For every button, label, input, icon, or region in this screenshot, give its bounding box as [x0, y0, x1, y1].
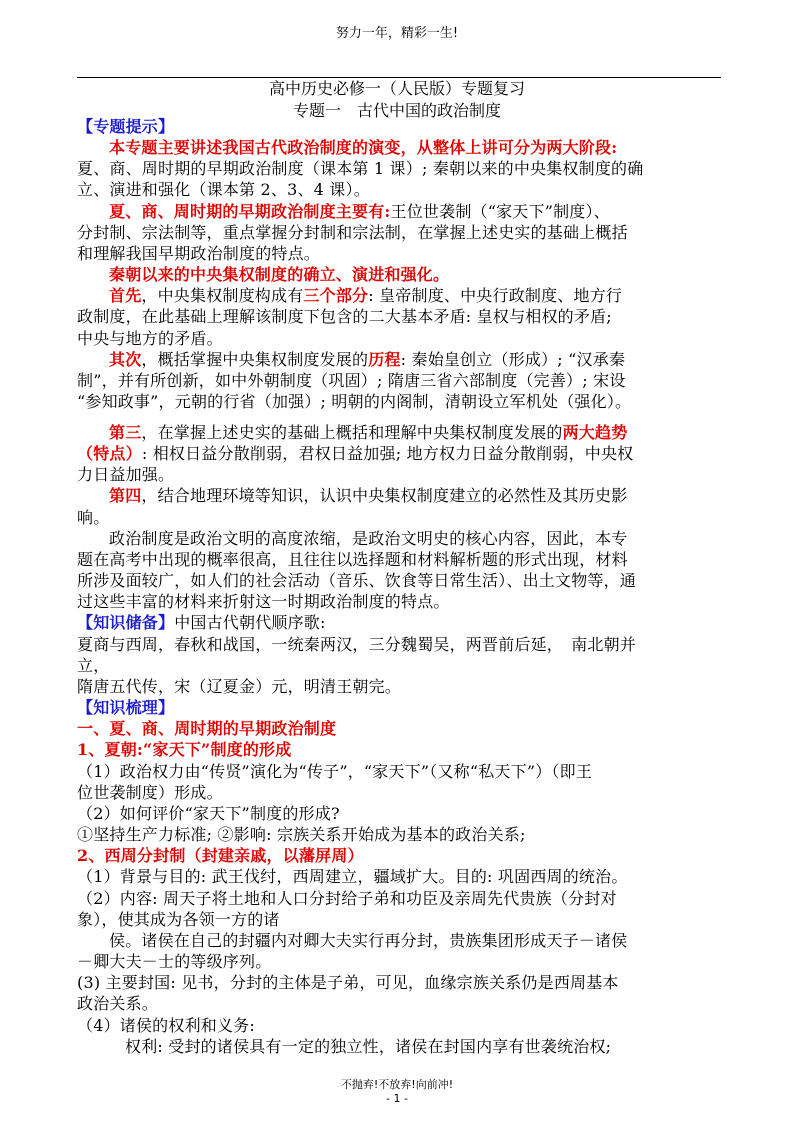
tips-heading: 【专题提示】 — [77, 117, 175, 136]
outline-1-2-c2: 政治关系。 — [77, 994, 159, 1013]
tips-para5-text: ，概括掌握中央集权制度发展的 — [141, 350, 369, 369]
header-motto: 努力一年，精彩一生! — [335, 26, 459, 41]
outline-1-1-a: （1）政治权力由“传贤”演化为“传子”，“家天下”（又称“私天下”）（即王 — [77, 762, 593, 781]
tips-para5-line1 — [77, 349, 769, 371]
tips-para6-text: ，在掌握上述史实的基础上概括和理解中央集权制度发展的 — [141, 423, 563, 442]
document-title: 高中历史必修一（人民版）专题复习 — [268, 79, 525, 98]
tips-para6-third: 第三 — [109, 423, 142, 442]
outline-1-1-c: ①坚持生产力标准; ②影响: 宗族关系开始成为基本的政治关系; — [77, 825, 526, 844]
tips-para2-highlight: 夏、商、周时期的早期政治制度主要有: — [109, 202, 391, 221]
tips-para5-line3: “参知政事”，元朝的行省（加强）; 明朝的内阁制，清朝设立军机处（强化）。 — [77, 392, 632, 411]
tips-para8-line4: 过这些丰富的材料来折射这一时期政治制度的特点。 — [77, 592, 450, 611]
document-subtitle: 专题一 古代中国的政治制度 — [292, 101, 501, 120]
tips-para8-line2: 题在高考中出现的概率很高，且往往以选择题和材料解析题的形式出现，材料 — [77, 550, 628, 569]
tips-para4-rest: : 皇帝制度、中央行政制度、地方行 — [368, 286, 623, 305]
tips-para6-line2-rest: : 相权日益分散削弱，君权日益加强; 地方权力日益分散削弱，中央权 — [141, 444, 634, 463]
tips-para1-line1: 本专题主要讲述我国古代政治制度的演变，从整体上讲可分为两大阶段: — [109, 138, 618, 157]
footer-slogan: 不抛弃!不放弃!向前冲! — [340, 1078, 454, 1091]
tips-para2-line1 — [77, 201, 769, 223]
outline-section-1: 一、夏、商、周时期的早期政治制度 — [77, 719, 337, 738]
tips-para7-text: ，结合地理环境等知识，认识中央集权制度建立的必然性及其历史影 — [141, 486, 628, 505]
outline-1-2-b4: －卿大夫－士的等级序列。 — [77, 952, 272, 971]
reserve-line3: 隋唐五代传，宋（辽夏金）元，明清王朝完。 — [77, 677, 402, 696]
tips-para1-line2: 夏、商、周时期的早期政治制度（课本第 1 课）; 秦朝以来的中央集权制度的确 — [77, 159, 644, 178]
tips-para2-rest: 王位世袭制（“家天下”制度）、 — [390, 202, 610, 221]
tips-para4-line3: 中央与地方的矛盾。 — [77, 329, 223, 348]
outline-1-1-b: （2）如何评价“家天下”制度的形成? — [77, 804, 340, 823]
tips-para5-rest: : 秦始皇创立（形成）; “汉承秦 — [400, 350, 626, 369]
tips-para3: 秦朝以来的中央集权制度的确立、演进和强化。 — [109, 265, 450, 284]
outline-1-2-b2: 象），使其成为各领一方的诸 — [77, 910, 280, 929]
tips-para6-features: （特点） — [77, 444, 142, 463]
outline-heading: 【知识梳理】 — [77, 698, 175, 717]
tips-para5-process: 历程 — [368, 350, 401, 369]
tips-para4-first: 首先 — [109, 286, 142, 305]
reserve-intro: 中国古代朝代顺序歌: — [174, 613, 326, 632]
tips-para6-two-trends: 两大趋势 — [562, 423, 628, 442]
outline-1-2-d2: 权利: 受封的诸侯具有一定的独立性，诸侯在封国内享有世袭统治权; — [125, 1037, 612, 1056]
tips-para7-fourth: 第四 — [109, 486, 142, 505]
tips-para4-line2: 政制度，在此基础上理解该制度下包含的二大基本矛盾: 皇权与相权的矛盾; — [77, 307, 612, 326]
outline-section-1-2: 2、西周分封制（封建亲戚，以藩屏周） — [77, 846, 364, 865]
tips-para1-line3: 立、演进和强化（课本第 2、3、4 课）。 — [77, 180, 370, 199]
outline-1-1-a2: 位世袭制度）形成。 — [77, 783, 223, 802]
outline-1-2-b: （2）内容: 周天子将土地和人口分封给子弟和功臣及亲周先代贵族（分封对 — [77, 889, 617, 908]
reserve-line0 — [77, 612, 737, 634]
page-number: - 1 - — [386, 1092, 408, 1105]
reserve-heading: 【知识储备】 — [77, 613, 175, 632]
tips-para7-line2: 响。 — [77, 508, 110, 527]
tips-para5-second: 其次 — [109, 350, 142, 369]
tips-para6-line1 — [77, 422, 769, 444]
tips-para4-line1 — [77, 285, 769, 307]
tips-para2-line3: 和理解我国早期政治制度的特点。 — [77, 244, 321, 263]
outline-1-2-b3: 侯。诸侯在自己的封疆内对卿大夫实行再分封，贵族集团形成天子－诸侯 — [109, 931, 628, 950]
tips-para5-line2: 制”，并有所创新，如中外朝制度（巩固）; 隋唐三省六部制度（完善）; 宋设 — [77, 371, 626, 390]
outline-section-1-1: 1、夏朝:“家天下”制度的形成 — [77, 740, 292, 759]
reserve-line1: 夏商与西周，春秋和战国，一统秦两汉，三分魏蜀吴，两晋前后延， 南北朝并 — [77, 635, 637, 654]
reserve-line2: 立， — [77, 656, 110, 675]
tips-para4-text: ，中央集权制度构成有 — [141, 286, 304, 305]
tips-para8-line3: 所涉及面较广，如人们的社会活动（音乐、饮食等日常生活）、出土文物等，通 — [77, 571, 637, 590]
tips-para6-line2 — [77, 443, 737, 465]
tips-para2-line2: 分封制、宗法制等，重点掌握分封制和宗法制，在掌握上述史实的基础上概括 — [77, 223, 628, 242]
tips-para7-line1 — [77, 485, 769, 507]
tips-para4-three-parts: 三个部分 — [303, 286, 369, 305]
outline-1-2-d: （4）诸侯的权利和义务: — [77, 1016, 255, 1035]
tips-para6-line3: 力日益加强。 — [77, 465, 175, 484]
tips-para8-line1: 政治制度是政治文明的高度浓缩，是政治文明史的核心内容，因此，本专 — [109, 529, 628, 548]
outline-1-2-c: (3) 主要封国: 见书，分封的主体是子弟，可见，血缘宗族关系仍是西周基本 — [77, 973, 619, 992]
outline-1-2-a: （1）背景与目的: 武王伐纣，西周建立，疆域扩大。目的: 巩固西周的统治。 — [77, 867, 628, 886]
